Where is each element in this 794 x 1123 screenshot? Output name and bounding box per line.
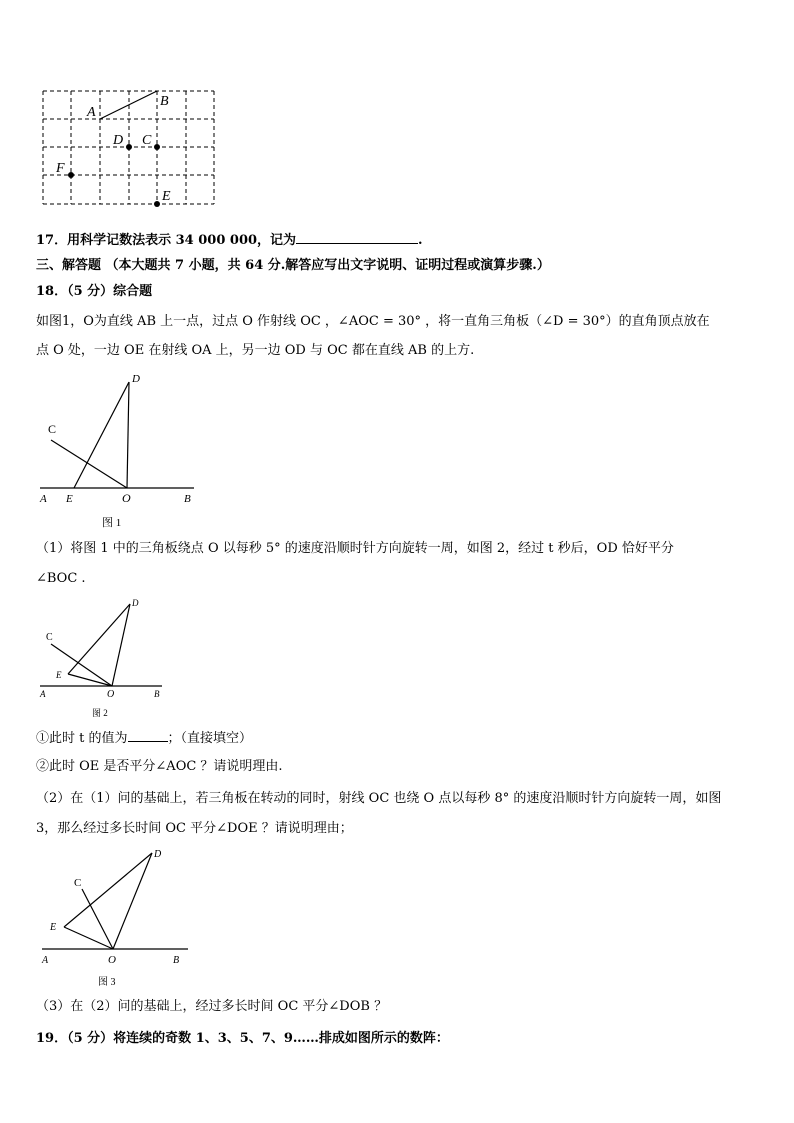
q19: 19．（5 分）将连续的奇数 1、3、5、7、9……排成如图所示的数阵：: [36, 1031, 449, 1046]
svg-text:D: D: [154, 849, 162, 860]
point-c: [154, 144, 160, 150]
q18-header: 18．（5 分）综合题: [36, 284, 153, 299]
svg-text:A: A: [40, 493, 47, 505]
svg-text:O: O: [108, 954, 116, 966]
side-ed: [68, 604, 130, 674]
section-header: 三、解答题 （本大题共 7 小题，共 64 分.解答应写出文字说明、证明过程或演算步骤.）: [36, 258, 550, 273]
figure-3-caption: 图 3: [98, 977, 116, 988]
side-od: [127, 382, 129, 488]
svg-text:B: B: [173, 955, 180, 966]
point-f: [68, 172, 74, 178]
side-ed: [64, 853, 152, 927]
svg-text:C: C: [46, 632, 53, 643]
svg-text:B: B: [184, 493, 191, 505]
side-od: [113, 853, 152, 949]
label-b: B: [160, 94, 169, 109]
q18-part1-line2: ∠BOC .: [36, 571, 86, 586]
svg-text:E: E: [56, 670, 62, 680]
q18-sub2: ②此时 OE 是否平分∠AOC ？请说明理由.: [36, 759, 283, 774]
q17: 17．用科学记数法表示 34 000 000，记为 .: [36, 229, 423, 250]
figure-2-caption: 图 2: [92, 708, 108, 718]
svg-text:O: O: [122, 491, 131, 505]
svg-text:A: A: [40, 689, 46, 699]
label-d: D: [113, 133, 124, 148]
q18-part2-line1: （2）在（1）问的基础上，若三角板在转动的同时，射线 OC 也绕 O 点以每秒 8° 的速度沿顺时针方向旋转一周，如图: [36, 791, 722, 806]
figure-2: [36, 594, 171, 722]
figure-1: [36, 370, 201, 532]
q17-text: 17．用科学记数法表示 34 000 000，记为: [36, 233, 297, 248]
figure-1-caption: 图 1: [102, 517, 122, 529]
ray-oc: [82, 889, 113, 949]
q18-intro-line2: 点 O 处，一边 OE 在射线 OA 上，另一边 OD 与 OC 都在直线 AB 的上方.: [36, 343, 475, 358]
svg-text:C: C: [74, 877, 82, 889]
svg-text:D: D: [132, 373, 140, 385]
q18-sub1: ①此时 t 的值为 ；（直接填空）: [36, 727, 252, 748]
label-e: E: [162, 189, 171, 204]
side-oe: [64, 927, 113, 949]
svg-text:O: O: [107, 689, 115, 700]
svg-text:B: B: [154, 689, 160, 699]
svg-text:A: A: [42, 955, 49, 966]
label-f: F: [56, 161, 65, 176]
side-oe: [68, 674, 112, 686]
point-d: [126, 144, 132, 150]
t-answer-blank[interactable]: [128, 727, 168, 742]
svg-text:E: E: [50, 922, 57, 933]
q18-part2-line2: 3，那么经过多长时间 OC 平分∠DOE ？请说明理由；: [36, 821, 353, 836]
svg-text:C: C: [48, 422, 57, 436]
grid-figure: [38, 86, 220, 210]
point-e: [154, 201, 160, 207]
label-a: A: [87, 105, 96, 120]
ray-oc: [51, 440, 127, 488]
side-od: [112, 604, 130, 686]
q18-part1-line1: （1）将图 1 中的三角板绕点 O 以每秒 5° 的速度沿顺时针方向旋转一周，如图 2，经过 t 秒后，OD 恰好平分: [36, 541, 674, 556]
svg-text:E: E: [66, 493, 73, 505]
q18-intro-line1: 如图1，O为直线 AB 上一点，过点 O 作射线 OC ，∠AOC = 30° ，将一直角三角板（∠D = 30°）的直角顶点放在: [36, 314, 710, 329]
figure-3: [36, 845, 196, 990]
svg-text:D: D: [132, 598, 139, 608]
q17-answer-blank[interactable]: [296, 229, 418, 244]
label-c: C: [142, 133, 152, 148]
q18-part3: （3）在（2）问的基础上，经过多长时间 OC 平分∠DOB ？: [36, 999, 388, 1014]
